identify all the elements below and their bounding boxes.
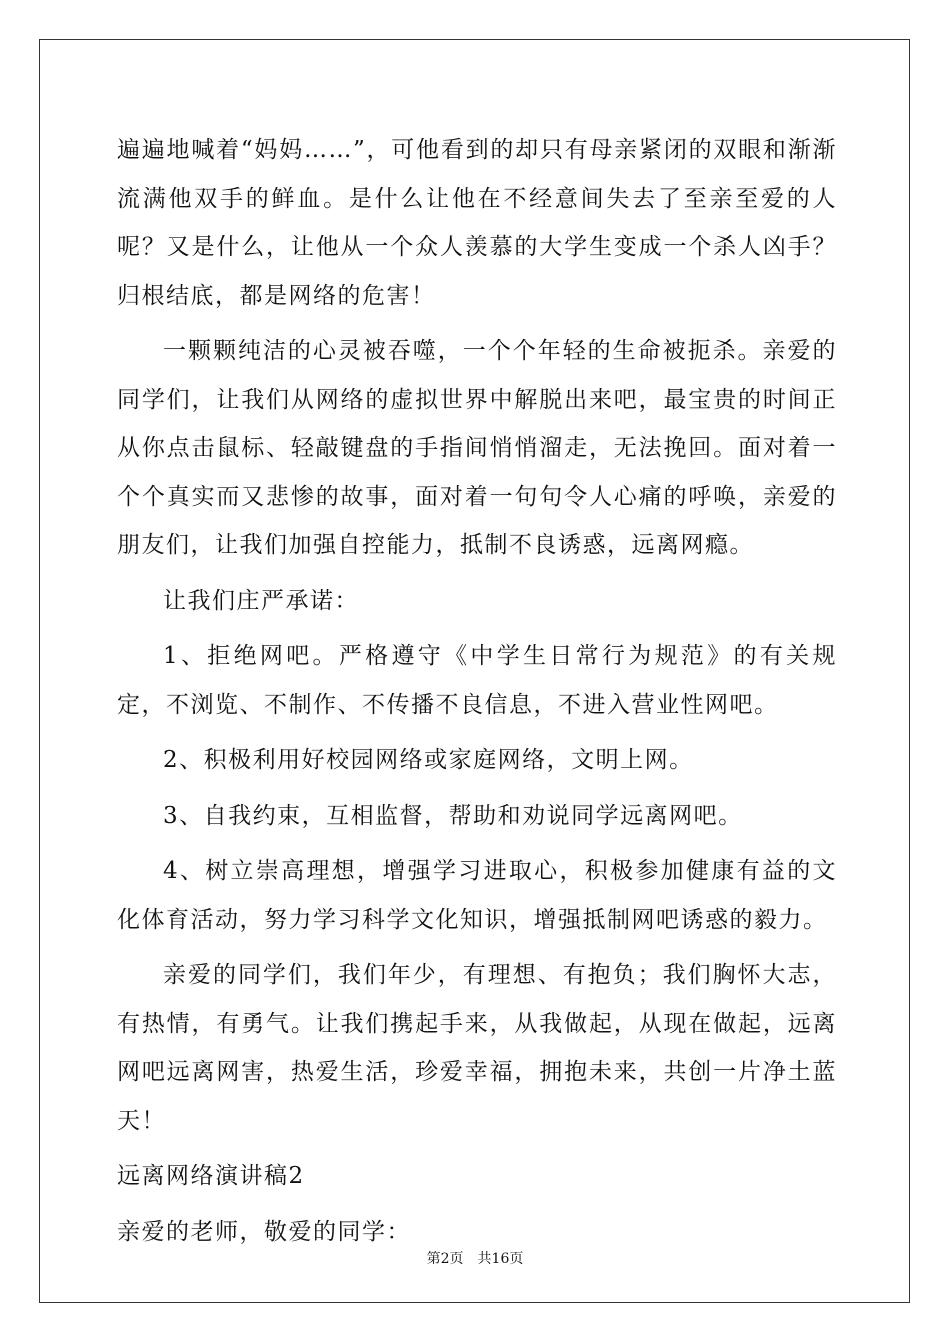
paragraph: 遍遍地喊着“妈妈……”，可他看到的却只有母亲紧闭的双眼和渐渐流满他双手的鲜血。是什么让他在不经意间失去了至亲至爱的人呢？又是什么，让他从一个众人羡慕的大学生变成一个杀人凶手？归根结底，都是网络的危害！: [117, 137, 837, 309]
paragraph: 一颗颗纯洁的心灵被吞噬，一个个年轻的生命被扼杀。亲爱的同学们，让我们从网络的虚拟世界中解脱出来吧，最宝贵的时间正从你点击鼠标、轻敲键盘的手指间悄悄溜走，无法挽回。面对着一个个真实而又悲惨的故事，面对着一句句令人心痛的呼唤，亲爱的朋友们，让我们加强自控能力，抵制不良诱惑，远离网瘾。: [117, 338, 837, 558]
list-item: 3、自我约束，互相监督，帮助和劝说同学远离网吧。: [163, 802, 743, 829]
page-number-footer: 第2页 共16页: [426, 1251, 524, 1267]
list-item: 4、树立崇高理想，增强学习进取心，积极参加健康有益的文化体育活动，努力学习科学文化知识，增强抵制网吧诱惑的毅力。: [117, 858, 837, 933]
document-body: [117, 126, 837, 1256]
paragraph: 亲爱的同学们，我们年少，有理想、有抱负；我们胸怀大志，有热情，有勇气。让我们携起手来，从我做起，从现在做起，远离网吧远离网害，热爱生活，珍爱幸福，拥抱未来，共创一片净土蓝天！: [117, 962, 837, 1134]
paragraph: 让我们庄严承诺：: [163, 587, 359, 614]
list-item: 1、拒绝网吧。严格遵守《中学生日常行为规范》的有关规定，不浏览、不制作、不传播不良信息，不进入营业性网吧。: [117, 643, 837, 718]
list-item: 2、积极利用好校园网络或家庭网络，文明上网。: [163, 747, 694, 773]
salutation: 亲爱的老师，敬爱的同学：: [117, 1218, 411, 1245]
section-title: 远离网络演讲稿2: [117, 1163, 305, 1189]
